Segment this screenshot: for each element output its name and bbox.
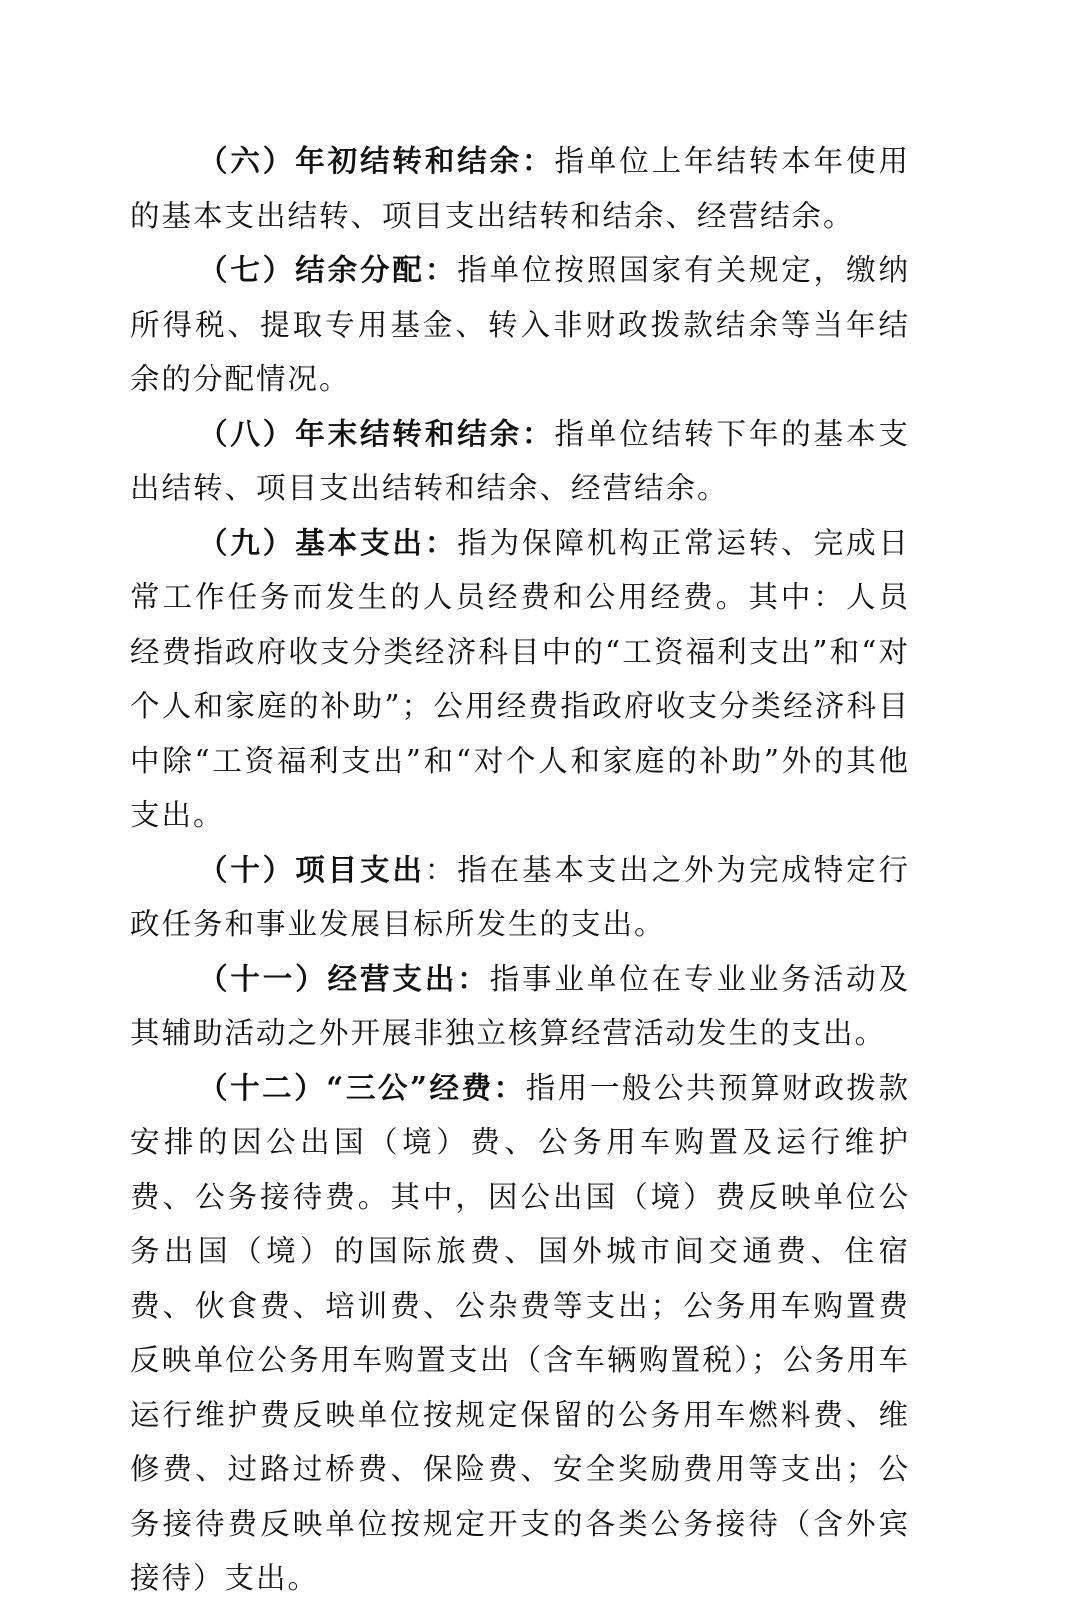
definition-project-expenditure: ：指在基本支出之外为完成特定行政任务和事业发展目标所发生的支出。: [130, 852, 910, 941]
term-year-end-carryover: （八）年末结转和结余：: [198, 415, 555, 451]
paragraph-three-public-expenses: [130, 1061, 910, 1606]
document-body: [130, 134, 910, 1606]
definition-basic-expenditure: 指为保障机构正常运转、完成日常工作任务而发生的人员经费和公用经费。其中：人员经费指政府收支分类经济科目中的“工资福利支出”和“对个人和家庭的补助”；公用经费指政府收支分类经济科目中除“工资福利支出”和“对个人和家庭的补助”外的其他支出。: [130, 525, 910, 832]
term-project-expenditure: （十）项目支出: [198, 851, 425, 887]
paragraph-year-end-carryover: [130, 407, 910, 516]
paragraph-operating-expenditure: [130, 952, 910, 1061]
definition-carryover-balance: 指单位上年结转本年使用的基本支出结转、项目支出结转和结余、经营结余。: [130, 144, 910, 233]
definition-operating-expenditure: 指事业单位在专业业务活动及其辅助活动之外开展非独立核算经营活动发生的支出。: [130, 961, 910, 1050]
paragraph-balance-distribution: [130, 243, 910, 407]
definition-year-end-carryover: 指单位结转下年的基本支出结转、项目支出结转和结余、经营结余。: [130, 416, 910, 505]
definition-three-public-expenses: 指用一般公共预算财政拨款安排的因公出国（境）费、公务用车购置及运行维护费、公务接待费。其中，因公出国（境）费反映单位公务出国（境）的国际旅费、国外城市间交通费、住宿费、伙食费、培训费、公杂费等支出；公务用车购置费反映单位公务用车购置支出（含车辆购置税）；公务用车运行维护费反映单位按规定保留的公务用车燃料费、维修费、过路过桥费、保险费、安全奖励费用等支出；公务接待费反映单位按规定开支的各类公务接待（含外宾接待）支出。: [130, 1070, 910, 1595]
term-three-public-expenses: （十二）“三公”经费：: [198, 1069, 526, 1105]
term-operating-expenditure: （十一）经营支出：: [198, 960, 490, 996]
paragraph-carryover-balance: [130, 134, 910, 243]
paragraph-basic-expenditure: [130, 516, 910, 843]
term-balance-distribution: （七）结余分配：: [198, 252, 458, 287]
term-carryover-balance: （六）年初结转和结余：: [198, 143, 555, 178]
definition-balance-distribution: 指单位按照国家有关规定，缴纳所得税、提取专用基金、转入非财政拨款结余等当年结余的分配情况。: [130, 253, 910, 396]
term-basic-expenditure: （九）基本支出：: [198, 524, 458, 560]
paragraph-project-expenditure: [130, 843, 910, 952]
